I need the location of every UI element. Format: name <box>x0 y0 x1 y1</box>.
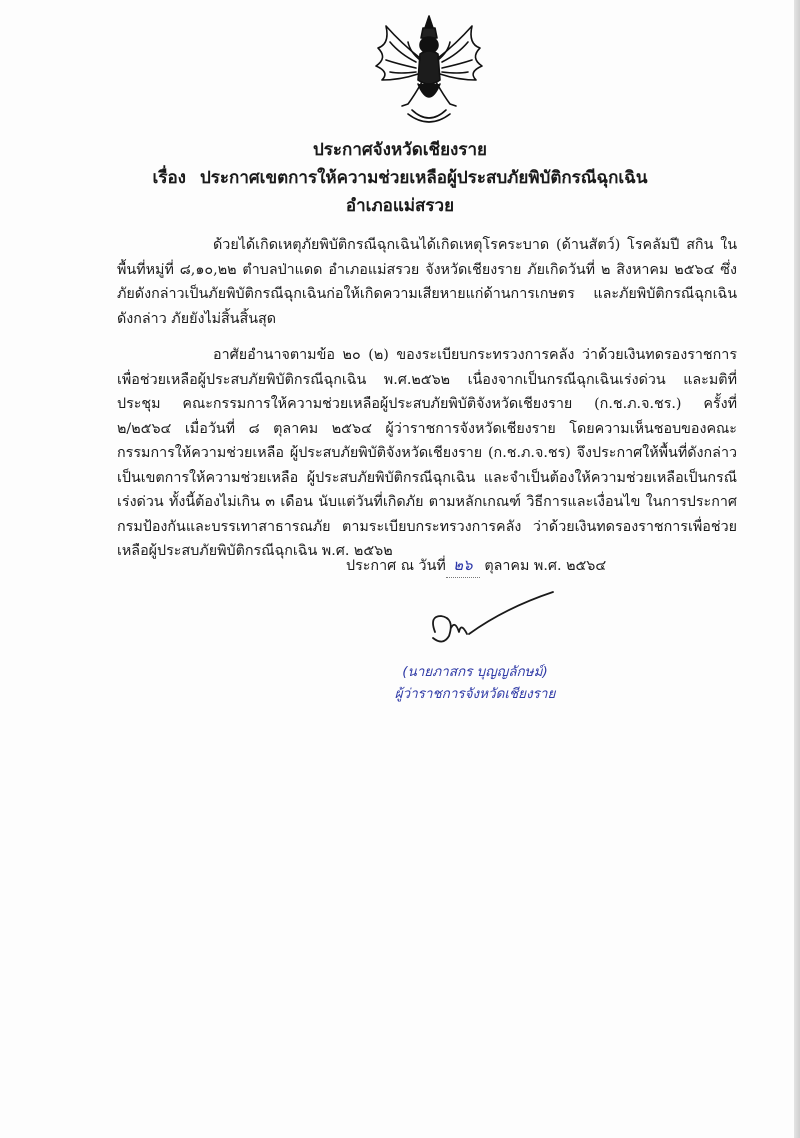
announcement-suffix: ตุลาคม พ.ศ. ๒๕๖๔ <box>484 558 607 574</box>
announcement-prefix: ประกาศ ณ วันที่ <box>346 558 446 574</box>
document-district: อำเภอแม่สรวย <box>345 196 455 216</box>
signature-icon <box>425 588 565 658</box>
document-title: ประกาศจังหวัดเชียงราย <box>313 140 487 160</box>
body-paragraph-2: อาศัยอำนาจตามข้อ ๒๐ (๒) ของระเบียบกระทรวงการคลัง ว่าด้วยเงินทดรองราชการ เพื่อช่วยเหลือผู้ประสบภัยพิบัติกรณีฉุกเฉิน พ.ศ.๒๕๖๒ เนื่องจากเป็นกรณีฉุกเฉินเร่งด่วน และมติที่ประชุม คณะกรรมการให้ความช่วยเหลือผู้ประสบภัยพิบัติจังหวัดเชียงราย (ก.ช.ภ.จ.ชร.) ครั้งที่ ๒/๒๕๖๔ เมื่อวันที่ ๘ ตุลาคม ๒๕๖๔ ผู้ว่าราชการจังหวัดเชียงราย โดยความเห็นชอบของคณะกรรมการให้ความช่วยเหลือ ผู้ประสบภัยพิบัติจังหวัดเชียงราย (ก.ช.ภ.จ.ชร) จึงประกาศให้พื้นที่ดังกล่าวเป็นเขตการให้ความช่วยเหลือ ผู้ประสบภัยพิบัติกรณีฉุกเฉิน และจำเป็นต้องให้ความช่วยเหลือเป็นกรณีเร่งด่วน ทั้งนี้ต้องไม่เกิน ๓ เดือน นับแต่วันที่เกิดภัย ตามหลักเกณฑ์ วิธีการและเงื่อนไข ในการประกาศกรมป้องกันและบรรเทาสาธารณภัย ตามระเบียบกระทรวงการคลัง ว่าด้วยเงินทดรองราชการเพื่อช่วยเหลือผู้ประสบภัยพิบัติกรณีฉุกเฉิน พ.ศ. ๒๕๖๒ <box>117 347 737 559</box>
garuda-emblem-icon <box>368 14 490 126</box>
subject-text: ประกาศเขตการให้ความช่วยเหลือผู้ประสบภัยพิบัติกรณีฉุกเฉิน <box>199 168 648 188</box>
signer-name: (นายภาสกร บุญญลักษม์) <box>402 664 548 680</box>
body-paragraph-1: ด้วยได้เกิดเหตุภัยพิบัติกรณีฉุกเฉินได้เกิดเหตุโรคระบาด (ด้านสัตว์) โรคลัมปี สกิน ในพื้นที่หมู่ที่ ๘,๑๐,๒๒ ตำบลป่าแดด อำเภอแม่สรวย จังหวัดเชียงราย ภัยเกิดวันที่ ๒ สิงหาคม ๒๕๖๔ ซึ่งภัยดังกล่าวเป็นภัยพิบัติกรณีฉุกเฉินก่อให้เกิดความเสียหายแก่ด้านการเกษตร และภัยพิบัติกรณีฉุกเฉินดังกล่าว ภัยยังไม่สิ้นสิ้นสุด <box>117 237 737 327</box>
signer-position: ผู้ว่าราชการจังหวัดเชียงราย <box>394 686 556 702</box>
announcement-day: ๒๖ <box>446 553 480 578</box>
subject-label: เรื่อง <box>152 168 186 188</box>
announcement-date <box>346 553 606 578</box>
document-subject <box>0 166 800 190</box>
